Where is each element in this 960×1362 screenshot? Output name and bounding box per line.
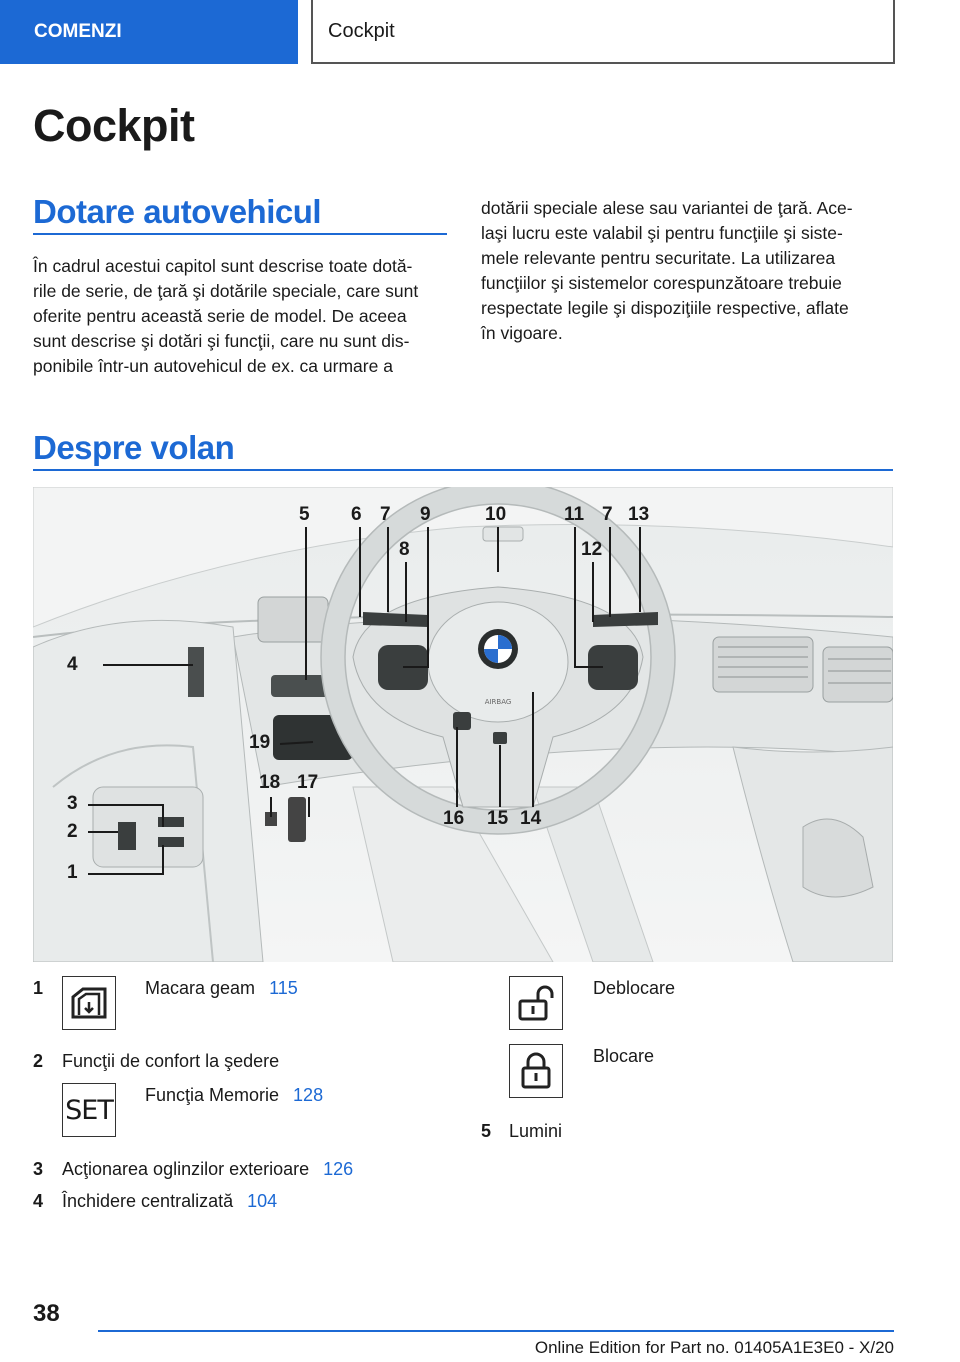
text-line: În cadrul acestui capitol sunt descrise toate dotă- xyxy=(33,256,413,276)
item-number: 5 xyxy=(481,1121,492,1141)
item-label: Blocare xyxy=(593,1046,655,1066)
callout-9: 9 xyxy=(420,504,431,525)
text-line: rile de serie, de ţară şi dotările speciale, care sunt xyxy=(33,281,419,301)
callout-15: 15 xyxy=(487,808,509,829)
callout-18: 18 xyxy=(259,772,281,793)
text-line: oferite pentru această serie de model. De aceea xyxy=(33,306,407,326)
item-label: Deblocare xyxy=(593,978,676,998)
section-label: COMENZI xyxy=(34,21,122,42)
text-line: dotării speciale alese sau variantei de ţară. Ace- xyxy=(481,198,853,218)
item-number: 1 xyxy=(33,978,44,998)
item-label: Funcţia Memorie 128 xyxy=(145,1085,324,1105)
equipment-column-1 xyxy=(33,254,418,379)
text-line: sunt descrise şi dotări şi funcţii, care nu sunt dis- xyxy=(33,331,410,351)
section-title-equipment: Dotare autovehicul xyxy=(33,193,322,230)
item-label: Lumini xyxy=(509,1121,563,1141)
memory-set-icon xyxy=(62,1083,116,1137)
text-line: mele relevante pentru securitate. La utilizarea xyxy=(481,248,836,268)
callout-13: 13 xyxy=(628,504,650,525)
text-line: respectate legile şi dispoziţiile respective, aflate xyxy=(481,298,849,318)
callout-11: 11 xyxy=(564,504,585,525)
footer-edition: Online Edition for Part no. 01405A1E3E0 - X/20 xyxy=(98,1330,894,1358)
callout-14: 14 xyxy=(520,808,542,829)
window-lift-icon xyxy=(62,976,116,1030)
cockpit-illustration xyxy=(33,487,893,962)
lock-icon xyxy=(509,1044,563,1098)
page-reference[interactable]: 115 xyxy=(269,978,298,998)
callout-19: 19 xyxy=(249,732,271,753)
callout-2: 2 xyxy=(67,821,78,842)
chapter-label: Cockpit xyxy=(328,19,395,42)
text-line: laşi lucru este valabil şi pentru funcţiile şi siste- xyxy=(481,223,843,243)
section-rule xyxy=(33,233,447,235)
callout-12: 12 xyxy=(581,539,603,560)
section-tab xyxy=(0,0,298,64)
icon-text: SET xyxy=(65,1094,113,1126)
callout-1: 1 xyxy=(67,862,78,883)
callout-16: 16 xyxy=(443,808,465,829)
callout-7: 7 xyxy=(380,504,391,525)
page-reference[interactable]: 104 xyxy=(247,1191,278,1211)
text-line: în vigoare. xyxy=(481,323,563,343)
unlock-icon xyxy=(509,976,563,1030)
text-line: funcţiilor şi sistemelor corespunzătoare trebuie xyxy=(481,273,842,293)
item-number: 4 xyxy=(33,1191,44,1211)
item-label: Acţionarea oglinzilor exterioare 126 xyxy=(62,1159,354,1179)
equipment-column-2 xyxy=(481,196,853,346)
page-title: Cockpit xyxy=(33,100,195,151)
callout-3: 3 xyxy=(67,793,78,814)
item-label: Închidere centralizată 104 xyxy=(62,1191,278,1211)
callout-6: 6 xyxy=(351,504,362,525)
page-reference[interactable]: 128 xyxy=(293,1085,324,1105)
chapter-header xyxy=(311,0,895,64)
section-rule xyxy=(33,469,893,471)
page-number: 38 xyxy=(33,1300,60,1327)
item-label: Funcţii de confort la şedere xyxy=(62,1051,280,1071)
callout-5: 5 xyxy=(299,504,310,525)
section-title-steering: Despre volan xyxy=(33,429,235,466)
callout-4: 4 xyxy=(67,654,78,675)
text-line: ponibile într-un autovehicul de ex. ca urmare a xyxy=(33,356,393,376)
item-number: 3 xyxy=(33,1159,44,1179)
callout-17: 17 xyxy=(297,772,319,793)
callout-10: 10 xyxy=(485,504,507,525)
callout-8: 8 xyxy=(399,539,410,560)
svg-text:AIRBAG: AIRBAG xyxy=(484,698,512,706)
item-label: Macara geam 115 xyxy=(145,978,298,998)
cockpit-drawing xyxy=(33,487,893,962)
callout-7-right: 7 xyxy=(602,504,613,525)
item-number: 2 xyxy=(33,1051,44,1071)
page-reference[interactable]: 126 xyxy=(323,1159,354,1179)
